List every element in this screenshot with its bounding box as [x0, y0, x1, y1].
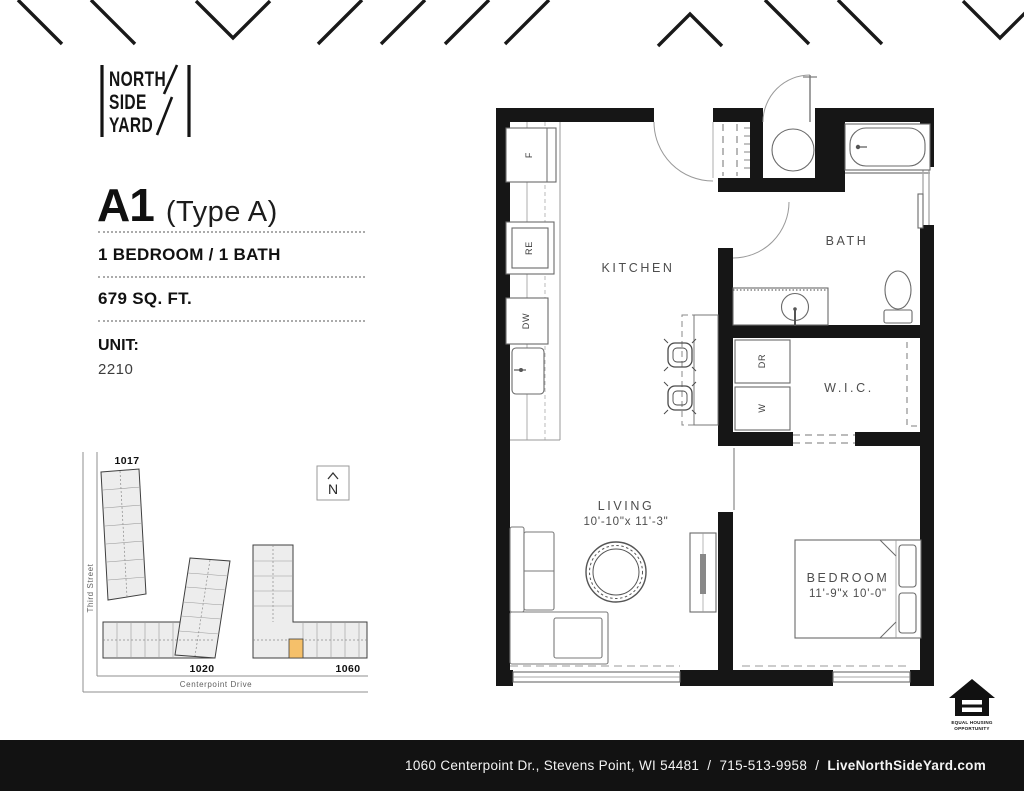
bed-bath-count: 1 BEDROOM / 1 BATH: [98, 245, 281, 264]
washer-label: W: [757, 403, 767, 413]
bathtub: [845, 124, 930, 173]
bedroom-dimensions: 11'-9"x 10'-0": [809, 588, 887, 600]
pillow: [899, 545, 916, 587]
north-label: N: [327, 481, 339, 497]
building-1060: [253, 545, 367, 675]
living-dimensions: 10'-10"x 11'-3": [583, 516, 669, 528]
kitchen-label: KITCHEN: [601, 261, 675, 275]
sofa: [510, 527, 608, 664]
refrigerator-label: F: [524, 151, 534, 159]
highlighted-unit: [289, 639, 303, 658]
kitchen-sink: [512, 348, 544, 394]
plan-type: (Type A): [165, 196, 278, 228]
living-label: LIVING: [597, 499, 655, 513]
range-label: RE: [524, 240, 534, 256]
closet-rod: [907, 342, 921, 426]
bath-label: BATH: [825, 234, 869, 248]
eho-text-line1: EQUAL HOUSING: [951, 720, 993, 725]
dryer-label: DR: [757, 353, 767, 369]
building-label-1017: 1017: [114, 455, 140, 467]
divider: [98, 320, 365, 322]
tv: [700, 554, 706, 594]
kitchen-door-arc: [654, 122, 713, 181]
footer-address: 1060 Centerpoint Dr., Stevens Point, WI 54481: [405, 758, 700, 773]
building-label-1060: 1060: [335, 663, 361, 675]
bath-window: [923, 167, 929, 225]
footer-bar: [0, 740, 1024, 791]
logo-line-side: SIDE: [109, 89, 147, 114]
logo-line-yard: YARD: [109, 112, 154, 137]
street-label-third: Third Street: [86, 563, 95, 613]
footer-phone: 715-513-9958: [719, 758, 808, 773]
entry-closet: [713, 122, 814, 178]
entry-door-arc: [763, 75, 810, 122]
north-indicator: [317, 466, 349, 500]
dishwasher-label: DW: [521, 312, 531, 330]
round-rug: [586, 542, 646, 602]
footer-website[interactable]: LiveNorthSideYard.com: [827, 758, 986, 773]
square-footage: 679 SQ. FT.: [98, 289, 193, 308]
site-map: [70, 448, 370, 700]
logo-line-north: NORTH: [109, 66, 167, 91]
equal-housing-opportunity-logo: [946, 676, 998, 740]
street-label-centerpoint: Centerpoint Drive: [179, 680, 253, 689]
dishwasher: [506, 298, 548, 344]
kitchen-island: [682, 315, 718, 425]
divider: [98, 231, 365, 233]
eho-text-line2: OPPORTUNITY: [954, 726, 990, 731]
footer-separator: /: [699, 758, 720, 773]
range: [506, 222, 554, 274]
chevron-pattern-band: [0, 0, 1024, 48]
northside-yard-logo: [94, 58, 198, 144]
tv-console: [690, 533, 716, 612]
bath-vanity: [733, 288, 828, 326]
floor-plan: [490, 52, 945, 702]
divider: [98, 276, 365, 278]
unit-label: UNIT:: [98, 337, 139, 354]
building-label-1020: 1020: [189, 663, 215, 675]
towel-bar: [918, 194, 923, 228]
refrigerator: [506, 128, 556, 182]
footer-separator: /: [807, 758, 828, 773]
wic-label: W.I.C.: [824, 381, 874, 395]
pillow: [899, 593, 916, 633]
unit-number: 2210: [98, 361, 134, 378]
plan-title: [97, 178, 278, 232]
building-1017: [101, 455, 146, 600]
bedroom-label: BEDROOM: [806, 571, 890, 585]
plan-name: A1: [97, 179, 154, 231]
logo-slash-lower: [157, 97, 172, 135]
water-heater: [772, 129, 814, 171]
toilet: [884, 271, 912, 323]
bath-door-arc: [733, 202, 789, 258]
